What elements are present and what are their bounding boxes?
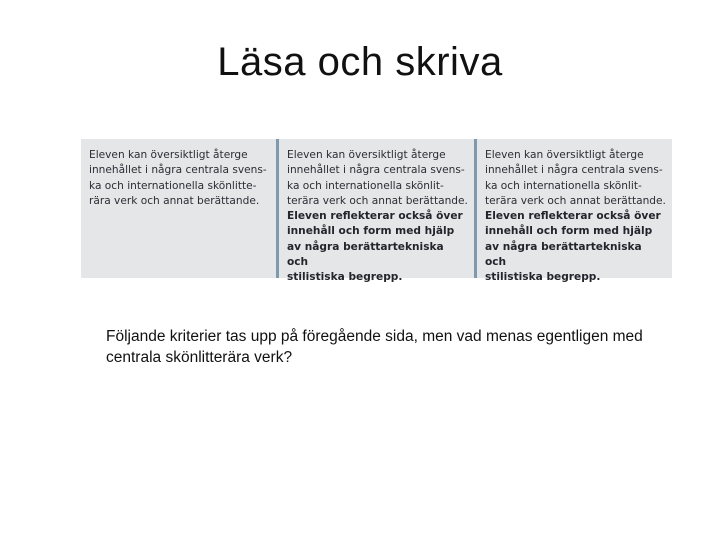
criteria-table bbox=[81, 139, 672, 284]
slide-title: Läsa och skriva bbox=[217, 40, 503, 84]
criteria-column-a bbox=[474, 139, 672, 284]
criteria-emphasis-text: Eleven reflekterar också över innehåll och form med hjälp av några berättartekniska och stilistiska begrepp. bbox=[485, 210, 661, 284]
criteria-column-e bbox=[81, 139, 276, 278]
criteria-text: Eleven kan översiktligt återge innehållet i några centrala svens- ka och internationella skönlit- terära verk och annat berättande. bbox=[485, 149, 666, 207]
criteria-text: Eleven kan översiktligt återge innehållet i några centrala svens- ka och internationella skönlitte- rära verk och annat berättande. bbox=[89, 149, 267, 207]
criteria-column-c bbox=[276, 139, 474, 284]
criteria-emphasis-text: Eleven reflekterar också över innehåll och form med hjälp av några berättartekniska och stilistiska begrepp. bbox=[287, 210, 463, 284]
criteria-text: Eleven kan översiktligt återge innehållet i några centrala svens- ka och internationella skönlit- terära verk och annat berättande. bbox=[287, 149, 468, 207]
caption-text: Följande kriterier tas upp på föregående sida, men vad menas egentligen med centrala skönlitterära verk? bbox=[106, 328, 643, 366]
